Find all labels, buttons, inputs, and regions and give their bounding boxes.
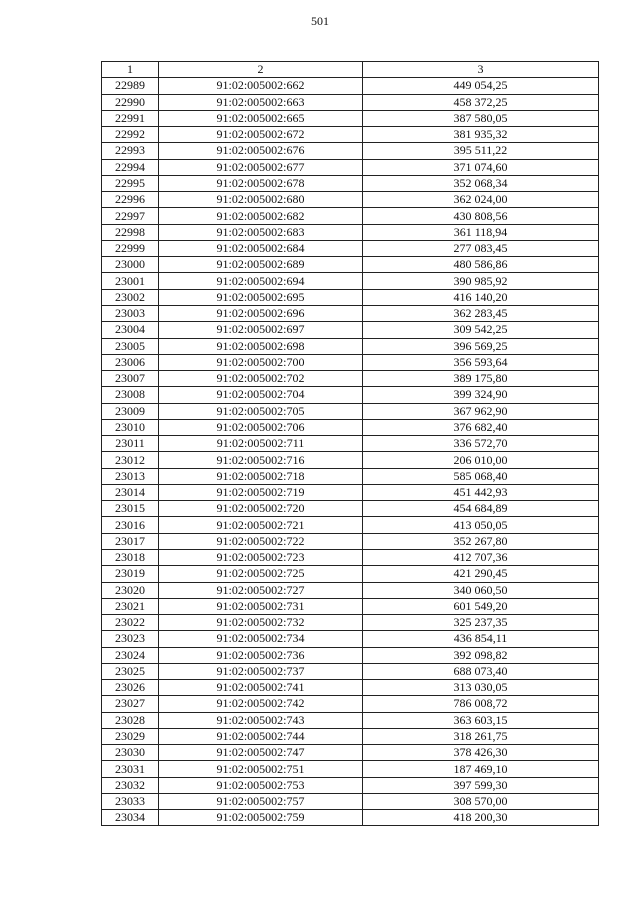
cadastral-number-cell: 91:02:005002:734 <box>159 631 363 647</box>
cadastral-number-cell: 91:02:005002:704 <box>159 387 363 403</box>
cadastral-value-cell: 376 682,40 <box>363 419 599 435</box>
cadastral-value-cell: 356 593,64 <box>363 354 599 370</box>
row-number-cell: 22992 <box>102 127 159 143</box>
table-row <box>102 208 599 224</box>
table-row <box>102 793 599 809</box>
row-number-cell: 22994 <box>102 159 159 175</box>
cadastral-number-cell: 91:02:005002:744 <box>159 728 363 744</box>
cadastral-number-cell: 91:02:005002:678 <box>159 175 363 191</box>
cadastral-number-cell: 91:02:005002:683 <box>159 224 363 240</box>
cadastral-value-cell: 451 442,93 <box>363 484 599 500</box>
cadastral-value-cell: 389 175,80 <box>363 371 599 387</box>
table-row <box>102 371 599 387</box>
table-row <box>102 468 599 484</box>
table-row <box>102 436 599 452</box>
cadastral-value-cell: 309 542,25 <box>363 322 599 338</box>
cadastral-value-cell: 688 073,40 <box>363 663 599 679</box>
table-body <box>102 78 599 826</box>
row-number-cell: 23002 <box>102 289 159 305</box>
row-number-cell: 23006 <box>102 354 159 370</box>
row-number-cell: 23024 <box>102 647 159 663</box>
cadastral-value-cell: 421 290,45 <box>363 566 599 582</box>
cadastral-value-cell: 381 935,32 <box>363 127 599 143</box>
cadastral-value-cell: 387 580,05 <box>363 110 599 126</box>
table-row <box>102 647 599 663</box>
cadastral-value-cell: 449 054,25 <box>363 78 599 94</box>
row-number-cell: 23017 <box>102 533 159 549</box>
cadastral-value-cell: 313 030,05 <box>363 680 599 696</box>
row-number-cell: 23001 <box>102 273 159 289</box>
cadastral-number-cell: 91:02:005002:732 <box>159 615 363 631</box>
cadastral-value-cell: 336 572,70 <box>363 436 599 452</box>
table-row <box>102 484 599 500</box>
row-number-cell: 22993 <box>102 143 159 159</box>
table-row <box>102 159 599 175</box>
row-number-cell: 23016 <box>102 517 159 533</box>
table-row <box>102 257 599 273</box>
cadastral-number-cell: 91:02:005002:757 <box>159 793 363 809</box>
cadastral-number-cell: 91:02:005002:737 <box>159 663 363 679</box>
table-row <box>102 452 599 468</box>
row-number-cell: 23021 <box>102 598 159 614</box>
cadastral-number-cell: 91:02:005002:684 <box>159 240 363 256</box>
cadastral-value-cell: 390 985,92 <box>363 273 599 289</box>
cadastral-number-cell: 91:02:005002:698 <box>159 338 363 354</box>
table-row <box>102 582 599 598</box>
table-row <box>102 143 599 159</box>
row-number-cell: 22996 <box>102 192 159 208</box>
column-header-number: 1 <box>102 62 159 78</box>
table-row <box>102 761 599 777</box>
row-number-cell: 23023 <box>102 631 159 647</box>
table-row <box>102 387 599 403</box>
table-header-row <box>102 62 599 78</box>
table-row <box>102 273 599 289</box>
row-number-cell: 23015 <box>102 501 159 517</box>
cadastral-number-cell: 91:02:005002:731 <box>159 598 363 614</box>
cadastral-value-cell: 392 098,82 <box>363 647 599 663</box>
row-number-cell: 23011 <box>102 436 159 452</box>
cadastral-value-cell: 361 118,94 <box>363 224 599 240</box>
row-number-cell: 23022 <box>102 615 159 631</box>
cadastral-number-cell: 91:02:005002:680 <box>159 192 363 208</box>
table-row <box>102 240 599 256</box>
cadastral-value-cell: 362 024,00 <box>363 192 599 208</box>
cadastral-number-cell: 91:02:005002:694 <box>159 273 363 289</box>
row-number-cell: 23028 <box>102 712 159 728</box>
cadastral-value-cell: 378 426,30 <box>363 745 599 761</box>
cadastral-number-cell: 91:02:005002:696 <box>159 305 363 321</box>
table-row <box>102 501 599 517</box>
cadastral-number-cell: 91:02:005002:722 <box>159 533 363 549</box>
table-row <box>102 598 599 614</box>
cadastral-number-cell: 91:02:005002:742 <box>159 696 363 712</box>
row-number-cell: 23032 <box>102 777 159 793</box>
table-row <box>102 322 599 338</box>
cadastral-number-cell: 91:02:005002:720 <box>159 501 363 517</box>
row-number-cell: 23013 <box>102 468 159 484</box>
cadastral-value-cell: 585 068,40 <box>363 468 599 484</box>
table-row <box>102 631 599 647</box>
row-number-cell: 23026 <box>102 680 159 696</box>
table-row <box>102 728 599 744</box>
row-number-cell: 22999 <box>102 240 159 256</box>
row-number-cell: 23000 <box>102 257 159 273</box>
cadastral-value-cell: 325 237,35 <box>363 615 599 631</box>
row-number-cell: 23009 <box>102 403 159 419</box>
cadastral-number-cell: 91:02:005002:665 <box>159 110 363 126</box>
cadastral-value-cell: 436 854,11 <box>363 631 599 647</box>
cadastral-value-cell: 308 570,00 <box>363 793 599 809</box>
cadastral-number-cell: 91:02:005002:697 <box>159 322 363 338</box>
row-number-cell: 23031 <box>102 761 159 777</box>
cadastral-value-cell: 340 060,50 <box>363 582 599 598</box>
cadastral-value-cell: 206 010,00 <box>363 452 599 468</box>
row-number-cell: 22990 <box>102 94 159 110</box>
table-row <box>102 680 599 696</box>
row-number-cell: 23034 <box>102 810 159 826</box>
cadastral-number-cell: 91:02:005002:695 <box>159 289 363 305</box>
row-number-cell: 23018 <box>102 549 159 565</box>
table-row <box>102 549 599 565</box>
cadastral-value-cell: 277 083,45 <box>363 240 599 256</box>
row-number-cell: 23005 <box>102 338 159 354</box>
cadastral-value-cell: 318 261,75 <box>363 728 599 744</box>
cadastral-number-cell: 91:02:005002:662 <box>159 78 363 94</box>
table-row <box>102 696 599 712</box>
cadastral-number-cell: 91:02:005002:663 <box>159 94 363 110</box>
row-number-cell: 23019 <box>102 566 159 582</box>
table-row <box>102 110 599 126</box>
cadastral-value-cell: 416 140,20 <box>363 289 599 305</box>
row-number-cell: 23012 <box>102 452 159 468</box>
cadastral-value-cell: 418 200,30 <box>363 810 599 826</box>
cadastral-value-cell: 601 549,20 <box>363 598 599 614</box>
cadastral-number-cell: 91:02:005002:706 <box>159 419 363 435</box>
cadastral-value-cell: 396 569,25 <box>363 338 599 354</box>
page-number: 501 <box>311 14 329 28</box>
row-number-cell: 23029 <box>102 728 159 744</box>
cadastral-value-cell: 367 962,90 <box>363 403 599 419</box>
table-row <box>102 94 599 110</box>
cadastral-value-cell: 395 511,22 <box>363 143 599 159</box>
table-row <box>102 663 599 679</box>
cadastral-number-cell: 91:02:005002:743 <box>159 712 363 728</box>
cadastral-value-cell: 362 283,45 <box>363 305 599 321</box>
row-number-cell: 22991 <box>102 110 159 126</box>
row-number-cell: 23020 <box>102 582 159 598</box>
cadastral-number-cell: 91:02:005002:741 <box>159 680 363 696</box>
row-number-cell: 23003 <box>102 305 159 321</box>
column-header-cadastral-value: 3 <box>363 62 599 78</box>
cadastral-number-cell: 91:02:005002:727 <box>159 582 363 598</box>
cadastral-value-cell: 352 267,80 <box>363 533 599 549</box>
column-header-cadastral-number: 2 <box>159 62 363 78</box>
table-row <box>102 338 599 354</box>
table-row <box>102 566 599 582</box>
cadastral-value-table <box>101 61 599 826</box>
cadastral-number-cell: 91:02:005002:689 <box>159 257 363 273</box>
table-row <box>102 777 599 793</box>
row-number-cell: 22995 <box>102 175 159 191</box>
cadastral-number-cell: 91:02:005002:736 <box>159 647 363 663</box>
table-row <box>102 419 599 435</box>
table-row <box>102 175 599 191</box>
table-row <box>102 403 599 419</box>
cadastral-number-cell: 91:02:005002:723 <box>159 549 363 565</box>
cadastral-value-cell: 480 586,86 <box>363 257 599 273</box>
cadastral-number-cell: 91:02:005002:751 <box>159 761 363 777</box>
cadastral-number-cell: 91:02:005002:753 <box>159 777 363 793</box>
table-row <box>102 289 599 305</box>
row-number-cell: 22989 <box>102 78 159 94</box>
table-row <box>102 305 599 321</box>
row-number-cell: 23027 <box>102 696 159 712</box>
cadastral-value-cell: 363 603,15 <box>363 712 599 728</box>
row-number-cell: 23010 <box>102 419 159 435</box>
row-number-cell: 22998 <box>102 224 159 240</box>
table-row <box>102 745 599 761</box>
table-row <box>102 712 599 728</box>
table-row <box>102 224 599 240</box>
cadastral-value-cell: 413 050,05 <box>363 517 599 533</box>
cadastral-number-cell: 91:02:005002:711 <box>159 436 363 452</box>
cadastral-number-cell: 91:02:005002:705 <box>159 403 363 419</box>
cadastral-number-cell: 91:02:005002:747 <box>159 745 363 761</box>
row-number-cell: 22997 <box>102 208 159 224</box>
table-row <box>102 533 599 549</box>
row-number-cell: 23004 <box>102 322 159 338</box>
table-row <box>102 354 599 370</box>
cadastral-value-cell: 454 684,89 <box>363 501 599 517</box>
cadastral-number-cell: 91:02:005002:682 <box>159 208 363 224</box>
cadastral-number-cell: 91:02:005002:700 <box>159 354 363 370</box>
cadastral-number-cell: 91:02:005002:702 <box>159 371 363 387</box>
cadastral-number-cell: 91:02:005002:672 <box>159 127 363 143</box>
row-number-cell: 23030 <box>102 745 159 761</box>
table-row <box>102 192 599 208</box>
cadastral-number-cell: 91:02:005002:718 <box>159 468 363 484</box>
row-number-cell: 23033 <box>102 793 159 809</box>
table-row <box>102 127 599 143</box>
table-row <box>102 78 599 94</box>
table-row <box>102 517 599 533</box>
cadastral-number-cell: 91:02:005002:721 <box>159 517 363 533</box>
row-number-cell: 23025 <box>102 663 159 679</box>
cadastral-value-cell: 352 068,34 <box>363 175 599 191</box>
cadastral-value-cell: 397 599,30 <box>363 777 599 793</box>
row-number-cell: 23008 <box>102 387 159 403</box>
row-number-cell: 23014 <box>102 484 159 500</box>
table-row <box>102 615 599 631</box>
cadastral-value-cell: 371 074,60 <box>363 159 599 175</box>
cadastral-value-cell: 187 469,10 <box>363 761 599 777</box>
cadastral-number-cell: 91:02:005002:759 <box>159 810 363 826</box>
cadastral-value-cell: 412 707,36 <box>363 549 599 565</box>
cadastral-number-cell: 91:02:005002:677 <box>159 159 363 175</box>
cadastral-value-cell: 430 808,56 <box>363 208 599 224</box>
cadastral-number-cell: 91:02:005002:716 <box>159 452 363 468</box>
cadastral-value-cell: 458 372,25 <box>363 94 599 110</box>
row-number-cell: 23007 <box>102 371 159 387</box>
cadastral-value-cell: 786 008,72 <box>363 696 599 712</box>
cadastral-value-cell: 399 324,90 <box>363 387 599 403</box>
table-row <box>102 810 599 826</box>
cadastral-number-cell: 91:02:005002:676 <box>159 143 363 159</box>
cadastral-number-cell: 91:02:005002:719 <box>159 484 363 500</box>
cadastral-number-cell: 91:02:005002:725 <box>159 566 363 582</box>
